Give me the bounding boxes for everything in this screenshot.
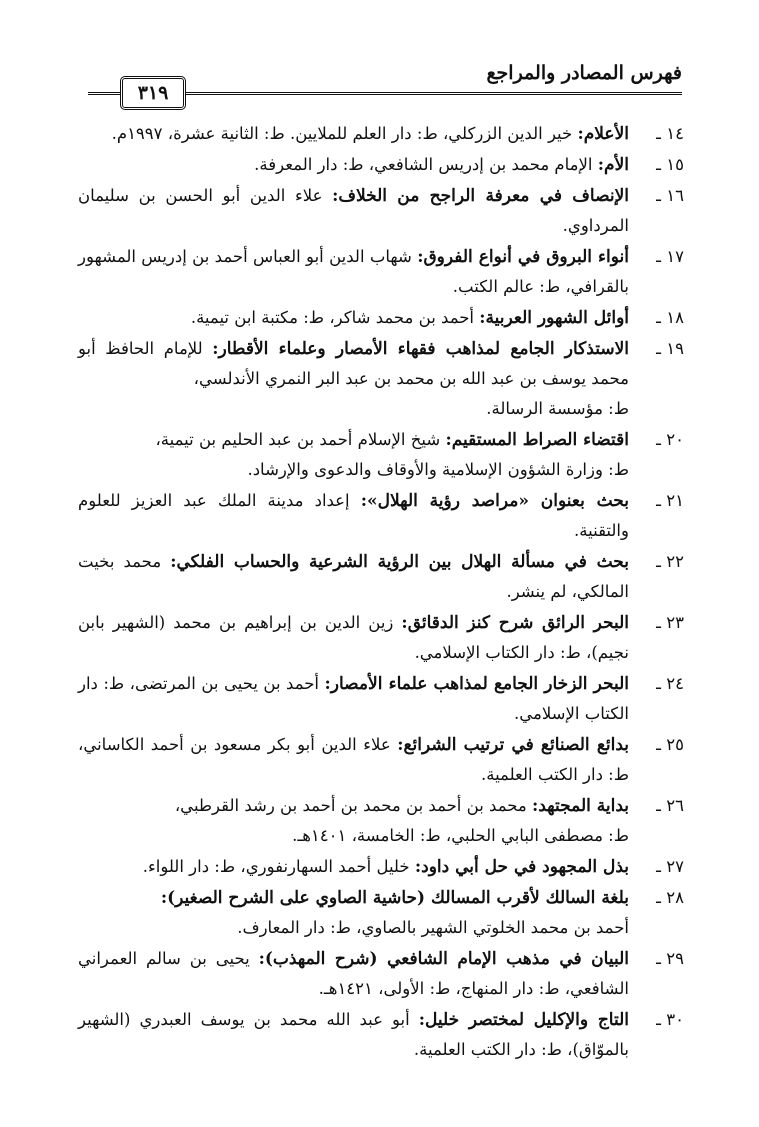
- reference-entry: [78, 547, 684, 607]
- entry-body: خير الدين الزركلي، ط: دار العلم للملايين. ط: الثانية عشرة، ١٩٩٧م.: [111, 124, 578, 143]
- entry-title: بدائع الصنائع في ترتيب الشرائع:: [397, 735, 629, 755]
- page-number: ٣١٩: [120, 76, 186, 110]
- entry-number: ٢٥ ـ: [656, 735, 684, 754]
- entry-title: التاج والإكليل لمختصر خليل:: [418, 1010, 629, 1030]
- entry-number: ٢٠ ـ: [656, 430, 684, 449]
- entry-number: ٢١ ـ: [656, 491, 684, 510]
- page-header: [88, 60, 682, 104]
- entry-title: الاستذكار الجامع لمذاهب فقهاء الأمصار وعلماء الأقطار:: [212, 339, 629, 359]
- entry-body: الإمام محمد بن إدريس الشافعي، ط: دار المعرفة.: [254, 155, 598, 174]
- entry-body: علاء الدين أبو بكر مسعود بن أحمد الكاساني، ط: دار الكتب العلمية.: [78, 735, 629, 784]
- entry-number: ٢٢ ـ: [656, 552, 684, 571]
- entry-number: ٢٣ ـ: [656, 613, 684, 632]
- entry-number: ٢٧ ـ: [656, 857, 684, 876]
- entry-body: إعداد مدينة الملك عبد العزيز للعلوم والتقنية.: [78, 491, 629, 540]
- reference-entry: [78, 486, 684, 546]
- entry-number: ٢٤ ـ: [656, 674, 684, 693]
- reference-entry: [78, 608, 684, 668]
- reference-entry: [78, 334, 684, 424]
- entry-title: الإنصاف في معرفة الراجح من الخلاف:: [332, 186, 629, 206]
- entry-number: ١٧ ـ: [656, 247, 684, 266]
- entry-title: أنواء البروق في أنواع الفروق:: [417, 247, 629, 267]
- running-title: فهرس المصادر والمراجع: [486, 62, 682, 84]
- reference-entry: [78, 669, 684, 729]
- entry-title: بحث بعنوان «مراصد رؤية الهلال»:: [360, 491, 630, 511]
- entry-number: ٢٨ ـ: [656, 888, 684, 907]
- entry-number: ١٩ ـ: [656, 339, 684, 358]
- entry-number: ١٦ ـ: [656, 186, 684, 205]
- entry-publisher: ط: مؤسسة الرسالة.: [486, 399, 629, 418]
- reference-entry: [78, 181, 684, 241]
- entry-body: شيخ الإسلام أحمد بن عبد الحليم بن تيمية،: [155, 430, 446, 449]
- entry-publisher: ط: مصطفى البابي الحلبي، ط: الخامسة، ١٤٠١هـ.: [292, 826, 629, 845]
- entry-title: البحر الزخار الجامع لمذاهب علماء الأمصار:: [324, 674, 629, 694]
- reference-entry: [78, 150, 684, 180]
- entry-title: البيان في مذهب الإمام الشافعي (شرح المهذب):: [258, 949, 629, 969]
- entry-title: بحث في مسألة الهلال بين الرؤية الشرعية والحساب الفلكي:: [170, 552, 629, 572]
- entry-title: الأم:: [597, 155, 629, 175]
- entry-body: محمد بخيت المالكي، لم ينشر.: [78, 552, 629, 601]
- entry-title: اقتضاء الصراط المستقيم:: [445, 430, 629, 450]
- entry-number: ١٥ ـ: [656, 155, 684, 174]
- header-rule-left: [92, 92, 114, 95]
- reference-entry: [78, 791, 684, 851]
- entry-body: أحمد بن محمد شاكر، ط: مكتبة ابن تيمية.: [190, 308, 480, 327]
- entry-body: خليل أحمد السهارنفوري، ط: دار اللواء.: [142, 857, 415, 876]
- reference-list: [78, 119, 684, 1066]
- reference-entry: [78, 242, 684, 302]
- reference-entry: [78, 883, 684, 943]
- entry-title: بداية المجتهد:: [531, 796, 629, 816]
- reference-entry: [78, 1005, 684, 1065]
- entry-publisher: ط: وزارة الشؤون الإسلامية والأوقاف والدعوى والإرشاد.: [247, 460, 629, 479]
- reference-entry: [78, 944, 684, 1004]
- entry-body: شهاب الدين أبو العباس أحمد بن إدريس المشهور بالقرافي، ط: عالم الكتب.: [78, 247, 629, 296]
- entry-number: ١٨ ـ: [656, 308, 684, 327]
- entry-title: بذل المجهود في حل أبي داود:: [414, 857, 629, 877]
- entry-body: علاء الدين أبو الحسن بن سليمان المرداوي.: [78, 186, 629, 235]
- entry-number: ٣٠ ـ: [656, 1010, 684, 1029]
- entry-title: أوائل الشهور العربية:: [479, 308, 629, 328]
- entry-body: أحمد بن يحيى بن المرتضى، ط: دار الكتاب الإسلامي.: [78, 674, 629, 723]
- entry-body: أبو عبد الله محمد بن يوسف العبدري (الشهير بالموّاق)، ط: دار الكتب العلمية.: [78, 1010, 629, 1059]
- entry-publisher: أحمد بن محمد الخلوتي الشهير بالصاوي، ط: دار المعارف.: [237, 918, 629, 937]
- entry-body: زين الدين بن إبراهيم بن محمد (الشهير بابن نجيم)، ط: دار الكتاب الإسلامي.: [78, 613, 629, 662]
- entry-title: بلغة السالك لأقرب المسالك (حاشية الصاوي على الشرح الصغير):: [160, 888, 629, 908]
- reference-entry: [78, 730, 684, 790]
- entry-number: ٢٩ ـ: [656, 949, 684, 968]
- entry-number: ١٤ ـ: [656, 124, 684, 143]
- entry-body: محمد بن أحمد بن محمد بن أحمد بن رشد القرطبي،: [174, 796, 532, 815]
- entry-body: للإمام الحافظ أبو محمد يوسف بن عبد الله بن محمد بن عبد البر النمري الأندلسي،: [78, 339, 629, 388]
- entry-title: الأعلام:: [577, 124, 629, 144]
- reference-entry: [78, 425, 684, 485]
- entry-body: يحيى بن سالم العمراني الشافعي، ط: دار المنهاج، ط: الأولى، ١٤٢١هـ.: [78, 949, 629, 998]
- reference-entry: [78, 303, 684, 333]
- entry-title: البحر الرائق شرح كنز الدقائق:: [401, 613, 629, 633]
- entry-number: ٢٦ ـ: [656, 796, 684, 815]
- reference-entry: [78, 852, 684, 882]
- reference-entry: [78, 119, 684, 149]
